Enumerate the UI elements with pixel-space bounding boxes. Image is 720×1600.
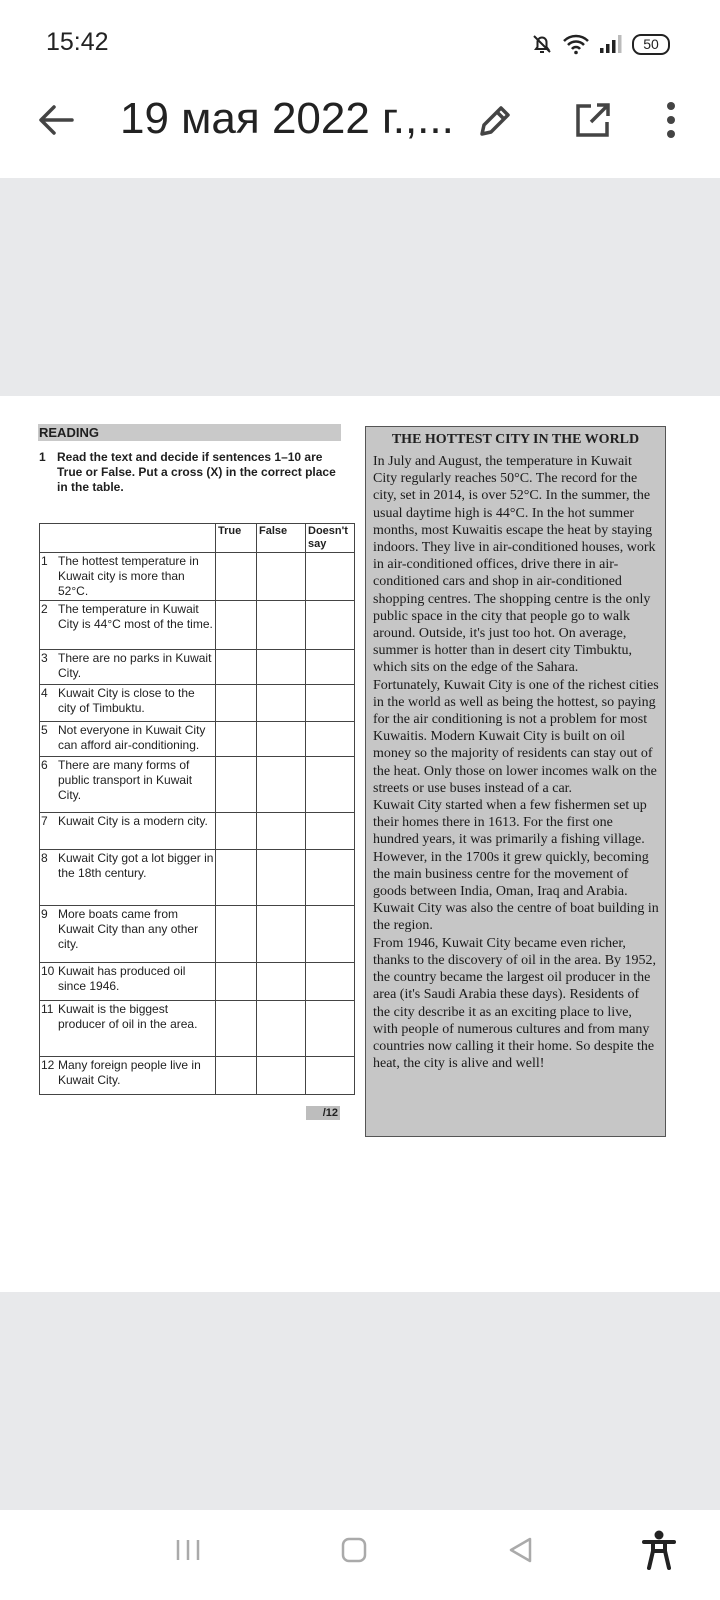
answer-cell: [216, 1001, 257, 1057]
edit-pencil-icon[interactable]: [474, 100, 514, 140]
question-cell: [40, 757, 216, 813]
table-row: [40, 906, 355, 963]
answer-cell: [306, 963, 355, 1001]
table-row: [40, 850, 355, 906]
header-blank-cell: [40, 524, 216, 553]
document-title: 19 мая 2022 г.,...: [120, 94, 454, 143]
status-icons: [530, 28, 670, 60]
question-cell: [40, 722, 216, 757]
status-time: 15:42: [46, 28, 109, 56]
question-cell: [40, 685, 216, 722]
answer-cell: [257, 1001, 306, 1057]
answer-cell: [257, 650, 306, 685]
passage-title: THE HOTTEST CITY IN THE WORLD: [391, 432, 640, 447]
answer-cell: [306, 1057, 355, 1095]
answer-cell: [257, 850, 306, 906]
signal-icon: [598, 33, 624, 55]
answer-cell: [306, 685, 355, 722]
question-cell: [40, 813, 216, 850]
passage-paragraph: Fortunately, Kuwait City is one of the richest cities in the world as well as being the hottest, so paying for the air conditioning is not a problem for most Kuwaitis. Modern Kuwait City is built on oil money so the majority of residents can stay out of the heat. Only those on lower incomes walk on the streets or use buses instead of a car.: [373, 677, 659, 796]
answer-cell: [306, 553, 355, 601]
question-text: There are no parks in Kuwait City.: [58, 651, 212, 680]
instruction-text: Read the text and decide if sentences 1–10 are True or False. Put a cross (X) in the correct place in the table.: [57, 450, 336, 494]
answer-cell: [216, 601, 257, 650]
answer-table: [39, 523, 355, 1095]
answer-cell: [216, 963, 257, 1001]
question-cell: [40, 963, 216, 1001]
col-true-header: True: [216, 524, 257, 553]
answer-cell: [306, 1001, 355, 1057]
back-arrow-icon[interactable]: [36, 100, 76, 140]
answer-cell: [306, 650, 355, 685]
question-number: 2: [41, 602, 48, 616]
instruction-number: 1: [39, 450, 46, 464]
viewer-background-top: [0, 178, 720, 396]
question-number: 6: [41, 758, 48, 772]
table-row: [40, 963, 355, 1001]
back-nav-icon[interactable]: [506, 1536, 534, 1564]
table-row: [40, 601, 355, 650]
question-cell: [40, 906, 216, 963]
question-number: 8: [41, 851, 48, 865]
question-text: Not everyone in Kuwait City can afford air-conditioning.: [58, 723, 206, 752]
question-text: The temperature in Kuwait City is 44°C most of the time.: [58, 602, 213, 631]
question-text: Kuwait City got a lot bigger in the 18th century.: [58, 851, 214, 880]
answer-cell: [306, 722, 355, 757]
question-number: 1: [41, 554, 48, 568]
reading-passage: [365, 426, 666, 1137]
table-row: [40, 813, 355, 850]
answer-cell: [257, 1057, 306, 1095]
viewer-background-bottom: [0, 1292, 720, 1510]
wifi-icon: [562, 32, 590, 56]
answer-cell: [216, 813, 257, 850]
answer-cell: [306, 850, 355, 906]
bell-off-icon: [530, 32, 554, 56]
col-doesnt-say-header: Doesn't say: [306, 524, 355, 553]
question-text: Kuwait has produced oil since 1946.: [58, 964, 186, 993]
passage-paragraph: From 1946, Kuwait City became even richer, thanks to the discovery of oil in the area. By 1952, the country became the largest oil producer in the area (it's Saudi Arabia these days). Residents of the city describe it as an exciting place to live, with people of numerous cultures and from many countries now calling it their home. So despite the heat, the city is alive and well!: [373, 935, 657, 1072]
question-cell: [40, 601, 216, 650]
battery-indicator: 50: [632, 34, 670, 55]
section-heading: READING: [38, 424, 341, 441]
accessibility-icon[interactable]: [642, 1530, 676, 1570]
question-number: 3: [41, 651, 48, 665]
answer-cell: [257, 553, 306, 601]
answer-cell: [257, 906, 306, 963]
answer-cell: [216, 650, 257, 685]
answer-cell: [257, 757, 306, 813]
recent-apps-icon[interactable]: [174, 1536, 202, 1564]
table-row: [40, 1057, 355, 1095]
question-text: Kuwait City is a modern city.: [58, 814, 208, 828]
question-cell: [40, 553, 216, 601]
system-nav-bar: [0, 1510, 720, 1600]
passage-paragraph: In July and August, the temperature in Kuwait City regularly reaches 50°C. The record for the city, set in 2014, is over 52°C. In the summer, the usual daytime high is 44°C. In the hot summer months, most Kuwaitis escape the heat by staying indoors. They live in air-conditioned houses, work in air-conditioned offices, drive there in air-conditioned cars and shop in air-conditioned shopping centres. The shopping centre is the only public space in the city that people go to walk around. Outside, it's just too hot. On average, summer is hotter than in desert city Timbuktu, which sits on the edge of the Sahara.: [373, 454, 656, 676]
question-text: Kuwait is the biggest producer of oil in the area.: [58, 1002, 198, 1031]
question-number: 4: [41, 686, 48, 700]
answer-cell: [306, 601, 355, 650]
score-box: /12: [306, 1106, 340, 1120]
question-number: 7: [41, 814, 48, 828]
question-text: There are many forms of public transport in Kuwait City.: [58, 758, 193, 802]
answer-cell: [216, 850, 257, 906]
status-bar: [0, 0, 720, 88]
answer-cell: [216, 1057, 257, 1095]
question-number: 12: [41, 1058, 55, 1072]
question-number: 10: [41, 964, 55, 978]
question-number: 9: [41, 907, 48, 921]
answer-cell: [306, 757, 355, 813]
home-icon[interactable]: [340, 1536, 368, 1564]
passage-text: [366, 449, 665, 1072]
answer-cell: [216, 722, 257, 757]
table-row: [40, 685, 355, 722]
answer-cell: [306, 906, 355, 963]
question-cell: [40, 1057, 216, 1095]
answer-cell: [306, 813, 355, 850]
answer-cell: [257, 685, 306, 722]
more-vert-icon[interactable]: [664, 100, 678, 140]
col-false-header: False: [257, 524, 306, 553]
answer-cell: [216, 553, 257, 601]
question-text: Many foreign people live in Kuwait City.: [58, 1058, 201, 1087]
question-text: Kuwait City is close to the city of Timbuktu.: [58, 686, 195, 715]
answer-cell: [216, 685, 257, 722]
answer-cell: [257, 722, 306, 757]
answer-cell: [216, 757, 257, 813]
table-row: [40, 650, 355, 685]
passage-paragraph: Kuwait City started when a few fishermen set up their homes there in 1613. For the first one hundred years, it was primarily a fishing village. However, in the 1700s it grew quickly, becoming the main business centre for the movement of goods between India, Oman, Iraq and Arabia. Kuwait City was also the centre of boat building in the region.: [373, 798, 659, 934]
table-row: [40, 1001, 355, 1057]
table-row: [40, 553, 355, 601]
question-cell: [40, 1001, 216, 1057]
answer-cell: [257, 963, 306, 1001]
instruction: [38, 450, 343, 495]
question-text: More boats came from Kuwait City than any other city.: [58, 907, 199, 951]
open-external-icon[interactable]: [573, 100, 613, 140]
answer-cell: [257, 601, 306, 650]
question-cell: [40, 850, 216, 906]
question-number: 5: [41, 723, 48, 737]
table-row: [40, 722, 355, 757]
table-row: [40, 757, 355, 813]
question-number: 11: [41, 1002, 54, 1016]
question-cell: [40, 650, 216, 685]
question-text: The hottest temperature in Kuwait city is more than 52°C.: [58, 554, 199, 598]
answer-cell: [216, 906, 257, 963]
answer-cell: [257, 813, 306, 850]
